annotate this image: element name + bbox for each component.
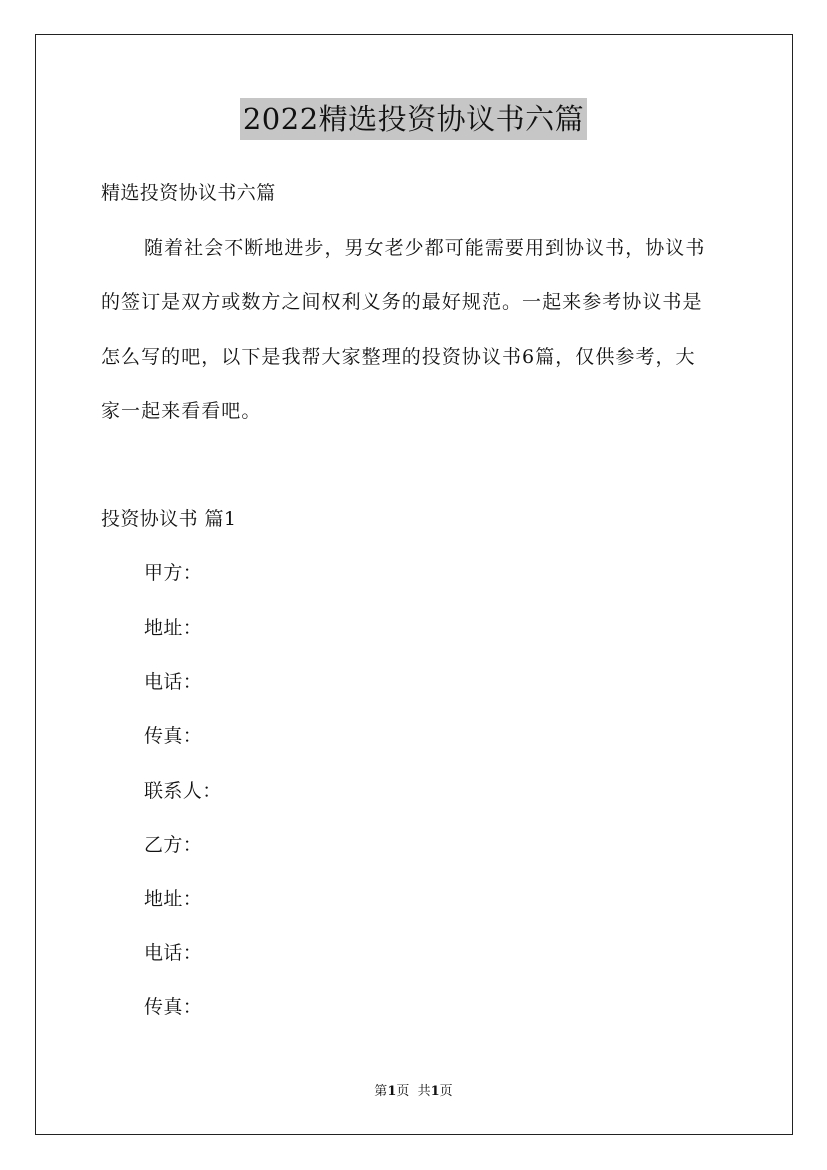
footer-prefix: 第 [374, 1084, 388, 1099]
footer-mid: 页 共 [396, 1084, 431, 1099]
field-address-a: 地址： [144, 617, 203, 639]
section-heading: 投资协议书 篇1 [101, 508, 237, 530]
title-container [0, 98, 827, 140]
intro-line-4: 家一起来看看吧。 [101, 400, 262, 422]
document-title: 2022精选投资协议书六篇 [240, 98, 587, 140]
page-footer [0, 1084, 827, 1100]
field-address-b: 地址： [144, 888, 203, 910]
footer-page-total: 1 [430, 1084, 440, 1099]
intro-line-3: 怎么写的吧，以下是我帮大家整理的投资协议书6篇，仅供参考，大 [101, 346, 696, 368]
field-fax-b: 传真： [144, 996, 203, 1018]
field-phone-a: 电话： [144, 671, 203, 693]
footer-page-number: 1 [387, 1084, 397, 1099]
document-subtitle: 精选投资协议书六篇 [101, 182, 276, 204]
field-contact-a: 联系人： [144, 780, 222, 802]
field-party-a: 甲方： [144, 562, 203, 584]
intro-line-1: 随着社会不断地进步，男女老少都可能需要用到协议书，协议书 [144, 237, 706, 259]
field-phone-b: 电话： [144, 942, 203, 964]
intro-line-2: 的签订是双方或数方之间权利义务的最好规范。一起来参考协议书是 [101, 291, 703, 313]
footer-suffix: 页 [439, 1084, 453, 1099]
field-party-b: 乙方： [144, 834, 203, 856]
field-fax-a: 传真： [144, 725, 203, 747]
